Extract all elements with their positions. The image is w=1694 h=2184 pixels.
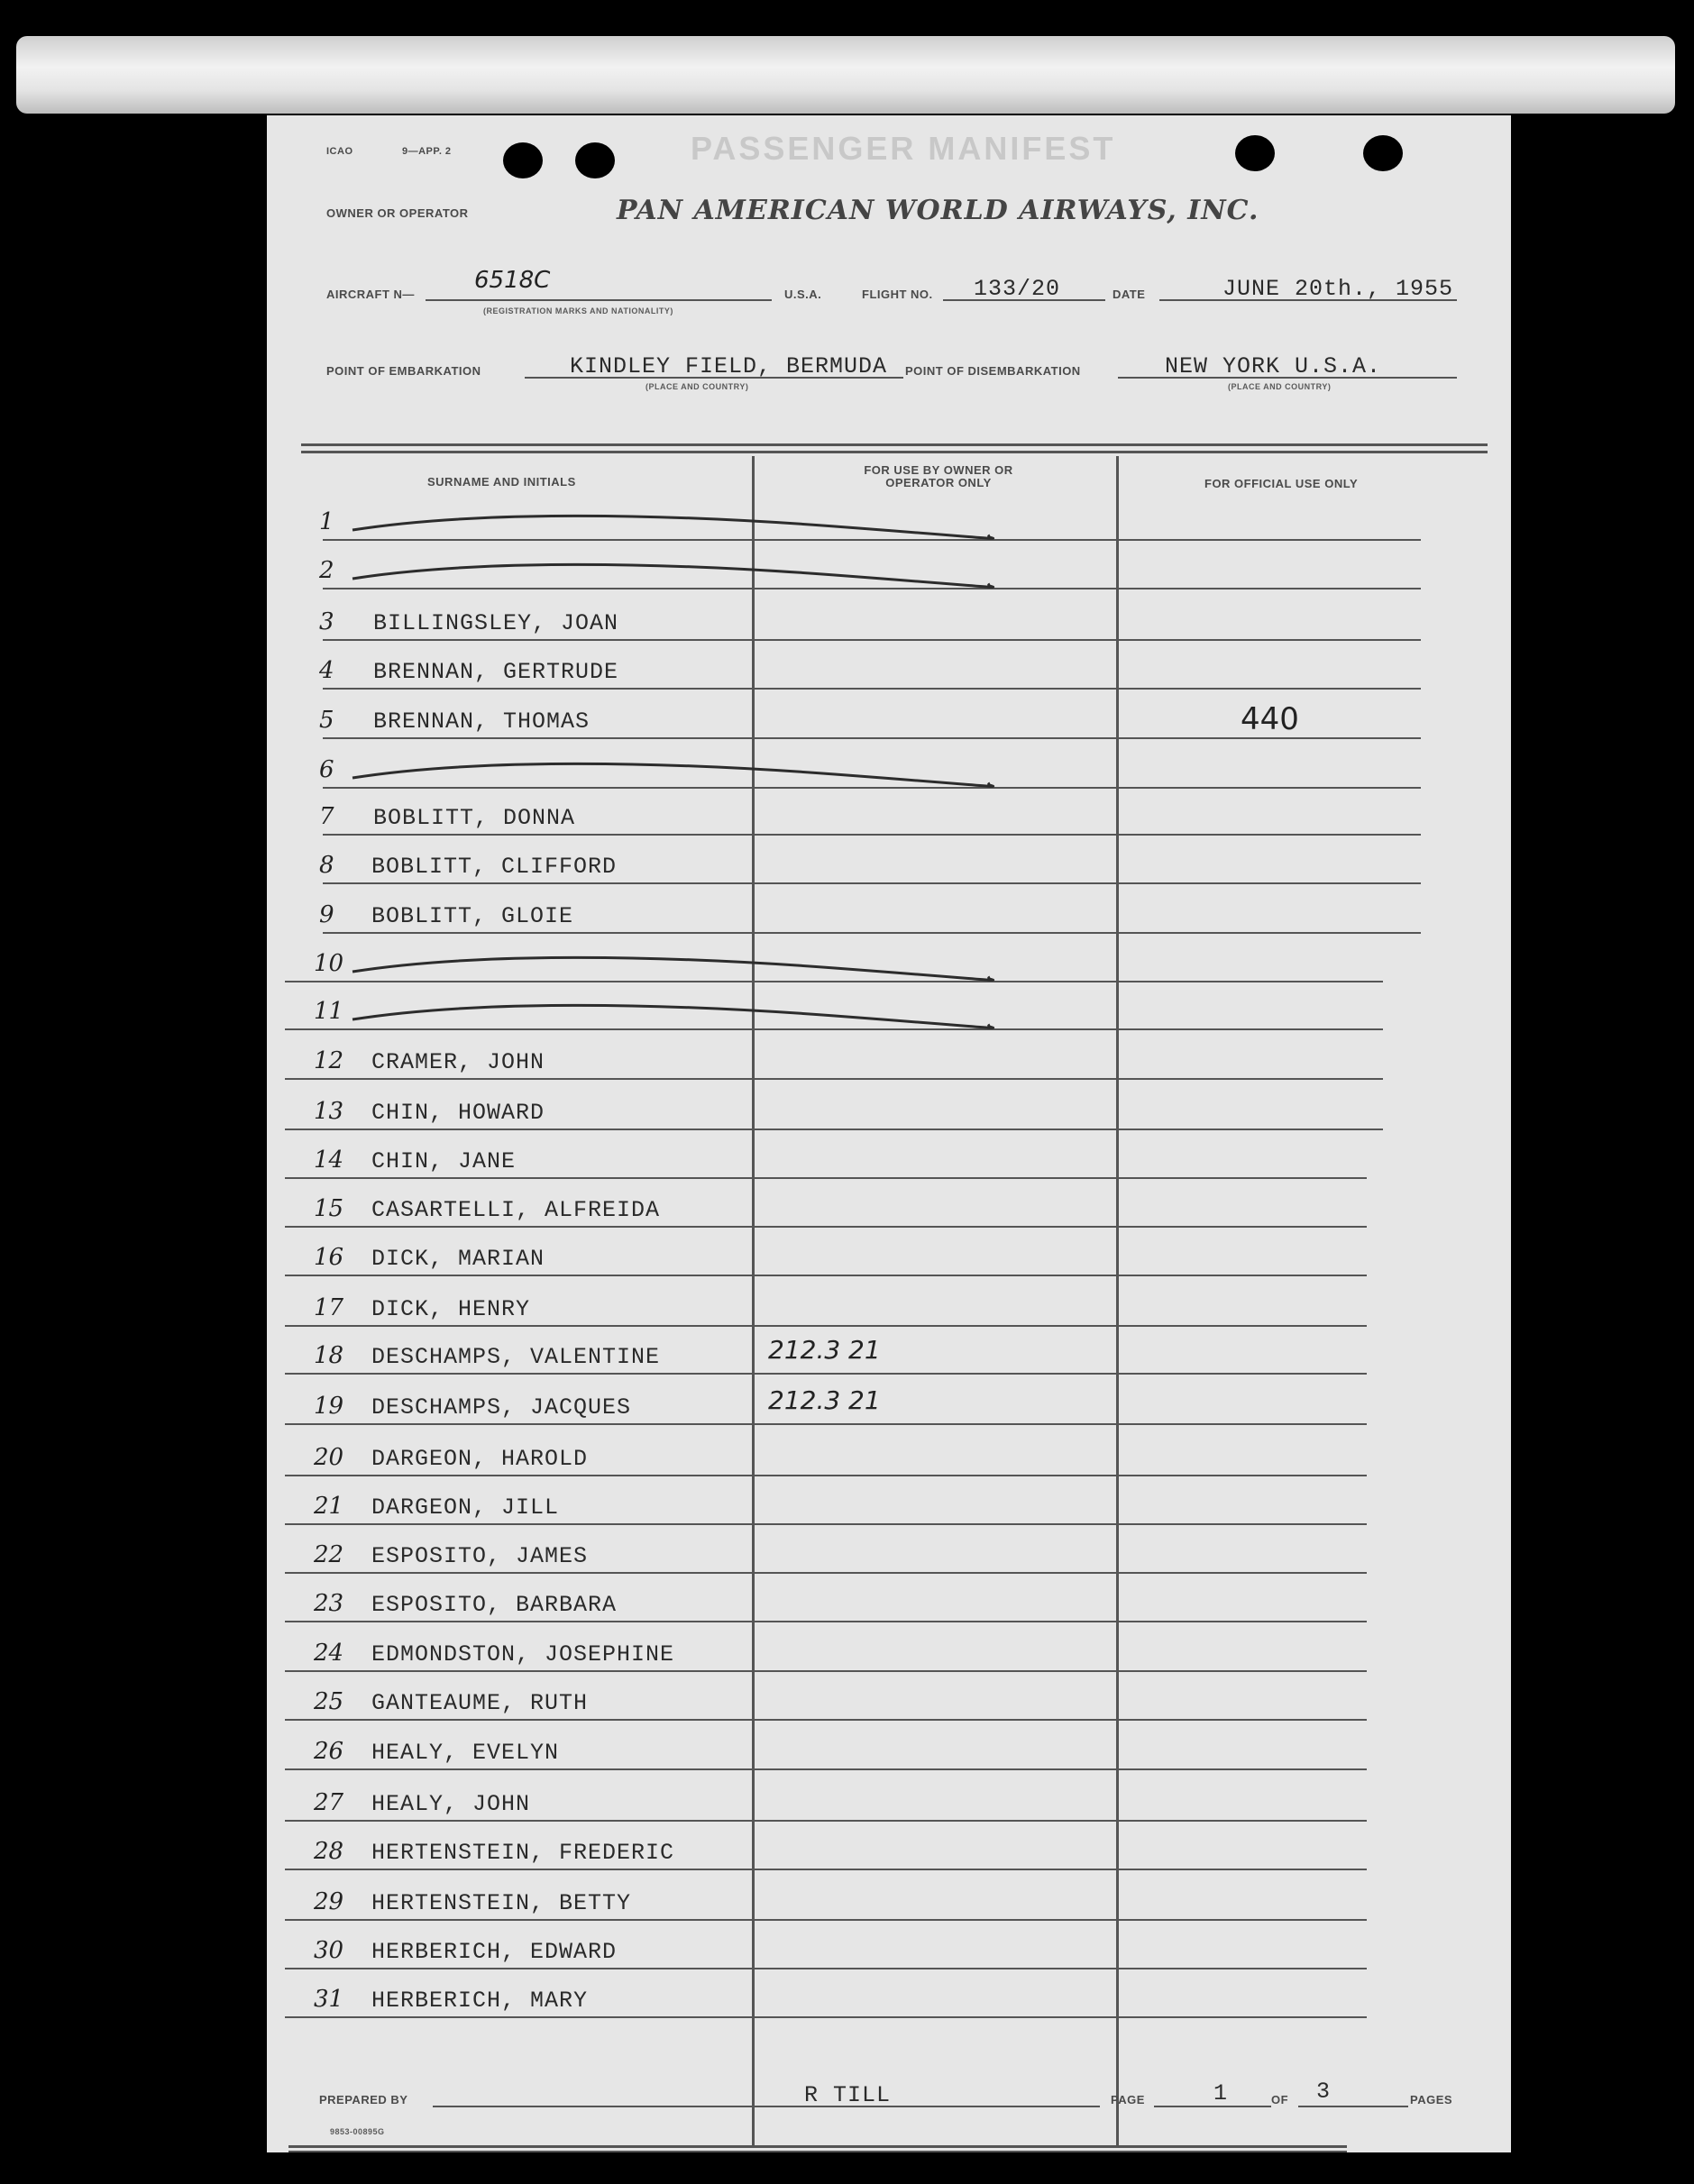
row-line [285, 1423, 1367, 1425]
row-number: 15 [314, 1195, 344, 1222]
passenger-name: BILLINGSLEY, JOAN [373, 610, 619, 636]
punch-hole [575, 142, 615, 178]
punch-hole [1235, 135, 1275, 171]
passenger-name: HERBERICH, EDWARD [371, 1939, 618, 1965]
row-number: 17 [314, 1294, 344, 1321]
manifest-sheet [267, 115, 1511, 2152]
row-number: 16 [314, 1244, 344, 1271]
aircraft-value: 6518C [474, 267, 551, 294]
row-line [285, 1373, 1367, 1375]
print-code: 9853-00895G [330, 2127, 385, 2136]
column-divider [1116, 456, 1119, 2147]
row-number: 19 [314, 1393, 344, 1420]
row-number: 28 [314, 1838, 344, 1865]
row-number: 23 [314, 1590, 344, 1617]
row-number: 6 [319, 756, 334, 783]
strike-through-mark [348, 941, 997, 995]
passenger-name: HEALY, EVELYN [371, 1740, 560, 1766]
page-number: 1 [1213, 2080, 1229, 2106]
embarkation-value: KINDLEY FIELD, BERMUDA [570, 353, 888, 379]
passenger-name: HERTENSTEIN, FREDERIC [371, 1840, 675, 1866]
strike-through-mark [348, 989, 997, 1043]
row-line [285, 1226, 1367, 1228]
passenger-name: CASARTELLI, ALFREIDA [371, 1197, 661, 1223]
row-number: 24 [314, 1640, 344, 1667]
passenger-name: HERTENSTEIN, BETTY [371, 1890, 632, 1916]
row-number: 18 [314, 1342, 344, 1369]
table-top-rule [301, 443, 1488, 446]
row-line [285, 1523, 1367, 1525]
passenger-name: HEALY, JOHN [371, 1791, 531, 1817]
of-label: OF [1271, 2093, 1289, 2106]
flight-label: FLIGHT NO. [862, 288, 933, 301]
row-number: 13 [314, 1098, 344, 1125]
flight-value: 133/20 [974, 276, 1061, 302]
row-line [323, 932, 1421, 934]
row-line [285, 1475, 1367, 1476]
row-number: 30 [314, 1937, 344, 1964]
row-line [285, 1325, 1367, 1327]
row-line [285, 1768, 1367, 1770]
col-header-surname: SURNAME AND INITIALS [427, 475, 576, 489]
passenger-name: ESPOSITO, BARBARA [371, 1592, 618, 1618]
row-number: 7 [319, 803, 334, 830]
table-top-rule [301, 451, 1488, 453]
passenger-name: CHIN, HOWARD [371, 1100, 545, 1126]
punch-hole [1363, 135, 1403, 171]
row-line [285, 1919, 1367, 1921]
col-header-owner-use: FOR USE BY OWNER OR OPERATOR ONLY [864, 463, 1013, 489]
table-bottom-rule [288, 2145, 1347, 2148]
page-label: PAGE [1111, 2093, 1145, 2106]
row-number: 29 [314, 1888, 344, 1915]
owner-note: 212.3 21 [768, 1335, 881, 1365]
prepared-by-value: R TILL [804, 2082, 892, 2108]
date-value: JUNE 20th., 1955 [1222, 276, 1454, 302]
row-line [285, 1621, 1367, 1622]
page-total: 3 [1316, 2079, 1332, 2105]
passenger-name: DICK, HENRY [371, 1296, 531, 1322]
row-line [285, 1670, 1367, 1672]
row-number: 9 [319, 901, 334, 928]
scanner-bar [16, 36, 1675, 114]
row-line [285, 1275, 1367, 1276]
country-label: U.S.A. [784, 288, 822, 301]
row-line [285, 1719, 1367, 1721]
passenger-name: EDMONDSTON, JOSEPHINE [371, 1641, 675, 1668]
passenger-name: DESCHAMPS, JACQUES [371, 1394, 632, 1421]
row-line [323, 834, 1421, 836]
row-number: 31 [314, 1986, 344, 2013]
row-number: 3 [319, 608, 334, 635]
owner-label: OWNER OR OPERATOR [326, 206, 469, 220]
disembarkation-value: NEW YORK U.S.A. [1165, 353, 1382, 379]
row-number: 25 [314, 1688, 344, 1715]
table-bottom-rule [288, 2151, 1347, 2152]
pages-label: PAGES [1410, 2093, 1453, 2106]
passenger-name: ESPOSITO, JAMES [371, 1543, 589, 1569]
passenger-name: BRENNAN, GERTRUDE [373, 659, 619, 685]
registration-caption: (REGISTRATION MARKS AND NATIONALITY) [483, 306, 673, 315]
row-line [285, 1820, 1367, 1822]
operator-name: PAN AMERICAN WORLD AIRWAYS, INC. [617, 195, 1259, 226]
passenger-name: GANTEAUME, RUTH [371, 1690, 589, 1716]
row-line [285, 1968, 1367, 1969]
column-divider [752, 456, 755, 2147]
row-line [323, 882, 1421, 884]
strike-through-mark [348, 548, 997, 602]
row-number: 8 [319, 852, 334, 879]
row-number: 27 [314, 1789, 344, 1816]
col-header-official: FOR OFFICIAL USE ONLY [1204, 477, 1359, 490]
strike-through-mark [348, 747, 997, 801]
row-line [285, 1078, 1383, 1080]
row-number: 20 [314, 1444, 344, 1471]
passenger-name: HERBERICH, MARY [371, 1988, 589, 2014]
of-line [1298, 2106, 1408, 2107]
passenger-name: CHIN, JANE [371, 1148, 517, 1174]
row-line [285, 1572, 1367, 1574]
row-number: 26 [314, 1738, 344, 1765]
owner-note: 212.3 21 [768, 1385, 881, 1415]
official-note: 440 [1241, 701, 1299, 737]
row-number: 10 [314, 950, 344, 977]
row-line [285, 1129, 1383, 1130]
prepared-by-label: PREPARED BY [319, 2093, 408, 2106]
strike-through-mark [348, 499, 997, 553]
passenger-name: DESCHAMPS, VALENTINE [371, 1344, 661, 1370]
form-title: PASSENGER MANIFEST [691, 130, 1116, 167]
row-line [285, 1177, 1367, 1179]
disembarkation-caption: (PLACE AND COUNTRY) [1228, 382, 1332, 391]
passenger-name: CRAMER, JOHN [371, 1049, 545, 1075]
row-number: 1 [319, 508, 334, 535]
passenger-name: BOBLITT, GLOIE [371, 903, 574, 929]
row-line [285, 1869, 1367, 1870]
aircraft-label: AIRCRAFT N— [326, 288, 415, 301]
row-line [285, 2016, 1367, 2018]
passenger-name: DARGEON, HAROLD [371, 1446, 589, 1472]
form-code: ICAO [326, 146, 353, 157]
prepared-by-line [433, 2106, 1100, 2107]
row-number: 22 [314, 1541, 344, 1568]
row-number: 21 [314, 1493, 344, 1520]
punch-hole [503, 142, 543, 178]
passenger-name: DARGEON, JILL [371, 1494, 560, 1521]
aircraft-line [426, 299, 772, 301]
passenger-name: BRENNAN, THOMAS [373, 708, 591, 735]
embarkation-label: POINT OF EMBARKATION [326, 364, 481, 378]
disembarkation-label: POINT OF DISEMBARKATION [905, 364, 1081, 378]
passenger-name: BOBLITT, CLIFFORD [371, 854, 618, 880]
row-number: 5 [319, 707, 334, 734]
row-number: 4 [319, 657, 334, 684]
embarkation-caption: (PLACE AND COUNTRY) [646, 382, 749, 391]
row-number: 12 [314, 1047, 344, 1074]
passenger-name: DICK, MARIAN [371, 1246, 545, 1272]
row-line [323, 737, 1421, 739]
row-number: 11 [314, 998, 344, 1025]
page-line [1154, 2106, 1271, 2107]
passenger-name: BOBLITT, DONNA [373, 805, 576, 831]
form-sub: 9—APP. 2 [402, 146, 452, 157]
row-number: 14 [314, 1147, 344, 1174]
row-line [323, 639, 1421, 641]
row-line [323, 688, 1421, 690]
row-number: 2 [319, 557, 334, 584]
date-label: DATE [1113, 288, 1146, 301]
